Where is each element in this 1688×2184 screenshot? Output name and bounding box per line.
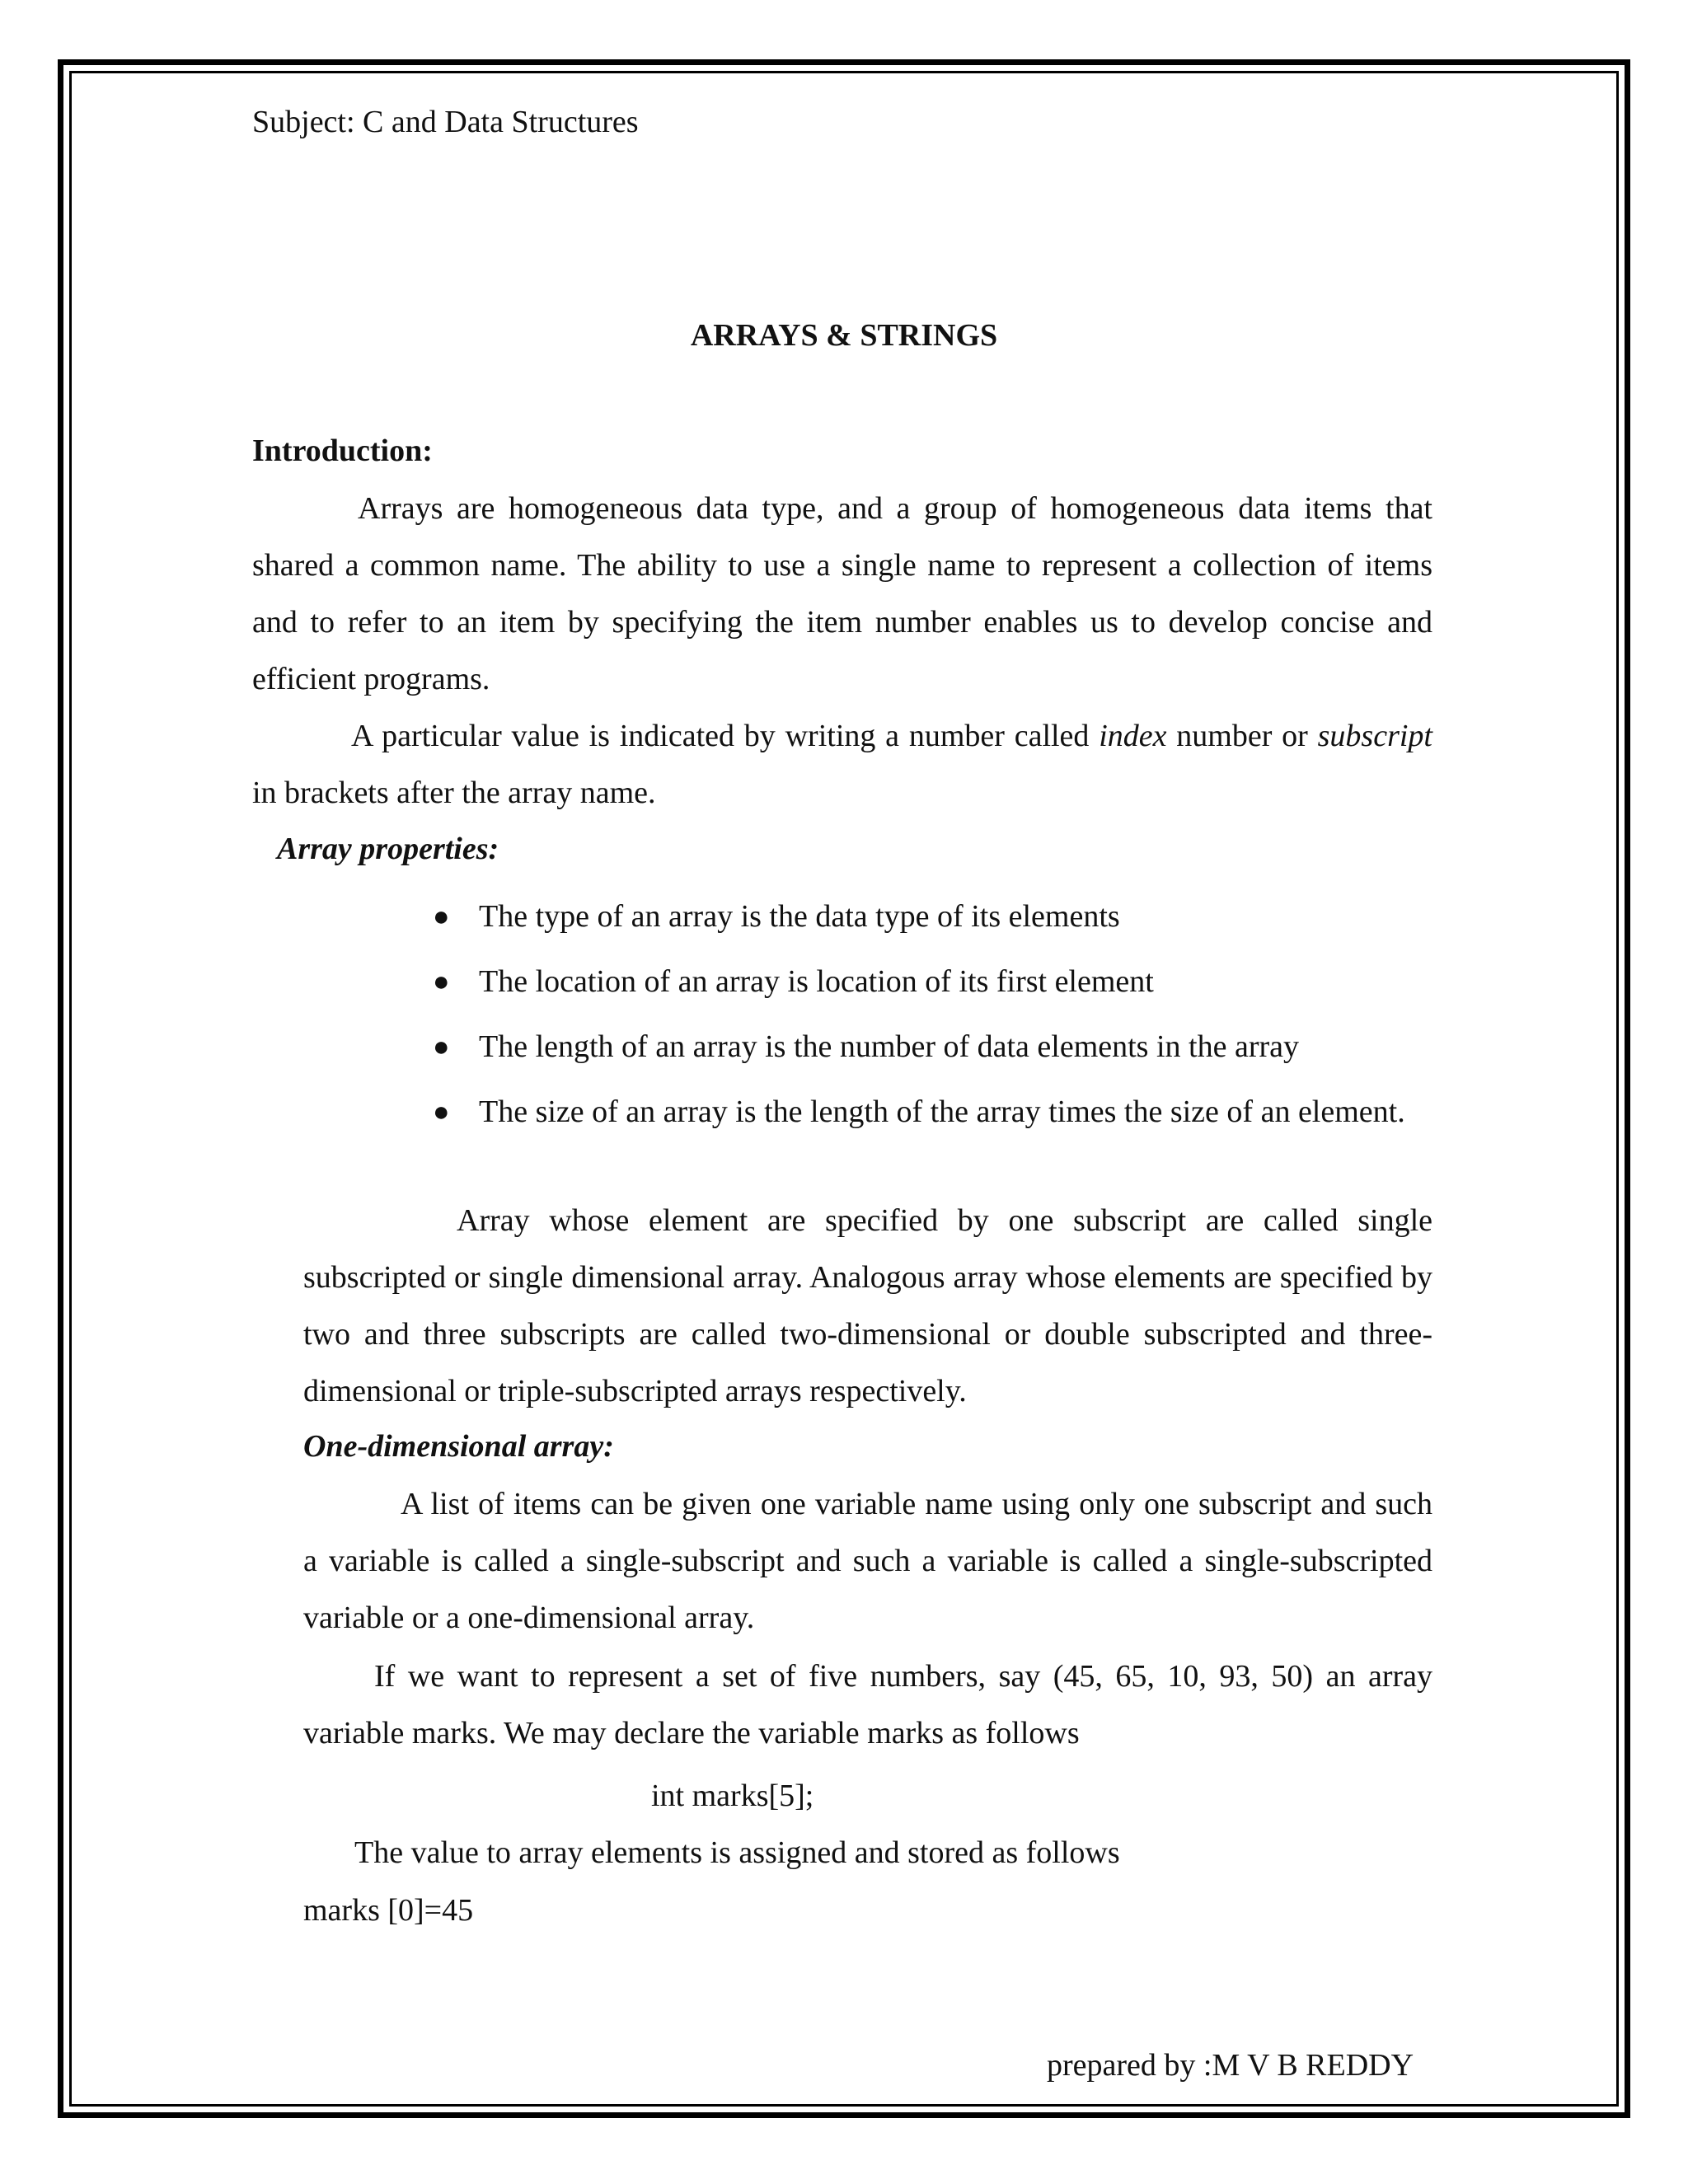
list-item [424,953,1432,1011]
code-assignment: marks [0]=45 [303,1893,474,1928]
list-item [424,1083,1432,1141]
para2-text-b: number or [1166,719,1318,753]
bullet-icon: ● [433,902,450,932]
list-item-text: The length of an array is the number of data elements in the array [479,1029,1299,1064]
one-dimensional-paragraph-3: The value to array elements is assigned and stored as follows [354,1835,1120,1870]
list-item-text: The location of an array is location of its first element [479,964,1154,999]
introduction-heading: Introduction: [252,434,433,468]
one-dimensional-paragraph-1: A list of items can be given one variable name using only one subscript and such a variable is called a single-subscript and such a variable is called a single-subscripted variable or a one-dimensional array. [303,1487,1432,1635]
code-declaration: int marks[5]; [651,1779,814,1813]
index-term: index [1099,719,1167,753]
list-item [424,1018,1432,1076]
introduction-paragraph-2 [252,708,1432,822]
bullet-icon: ● [433,1032,450,1062]
one-dimensional-paragraph-2: If we want to represent a set of five numbers, say (45, 65, 10, 93, 50) an array variable marks. We may declare the variable marks as follows [303,1659,1432,1750]
subscript-term: subscript [1317,719,1432,753]
bullet-icon: ● [433,1097,450,1127]
introduction-paragraph-1: Arrays are homogeneous data type, and a group of homogeneous data items that shared a common name. The ability to use a single name to represent a collection of items and to refer to an item by specifying the item number enables us to develop concise and efficient programs. [252,491,1432,696]
one-dimensional-heading: One-dimensional array: [303,1429,614,1464]
array-properties-heading: Array properties: [277,832,499,866]
array-dimensions-paragraph: Array whose element are specified by one subscript are called single subscripted or single dimensional array. Analogous array whose elements are specified by two and three subscripts are called two-dimensional or double subscripted and three-dimensional or triple-subscripted arrays respectively. [303,1203,1432,1408]
list-item [424,888,1432,946]
page-title: ARRAYS & STRINGS [690,318,998,353]
para2-text-a: A particular value is indicated by writing a number called [351,719,1100,753]
list-item-text: The size of an array is the length of the array times the size of an element. [479,1094,1405,1129]
para2-text-c: in brackets after the array name. [252,776,656,810]
subject-header: Subject: C and Data Structures [252,105,639,139]
bullet-icon: ● [433,967,450,997]
footer-prepared-by: prepared by :M V B REDDY [1047,2048,1414,2083]
array-properties-list [424,888,1432,1148]
list-item-text: The type of an array is the data type of its elements [479,899,1120,934]
